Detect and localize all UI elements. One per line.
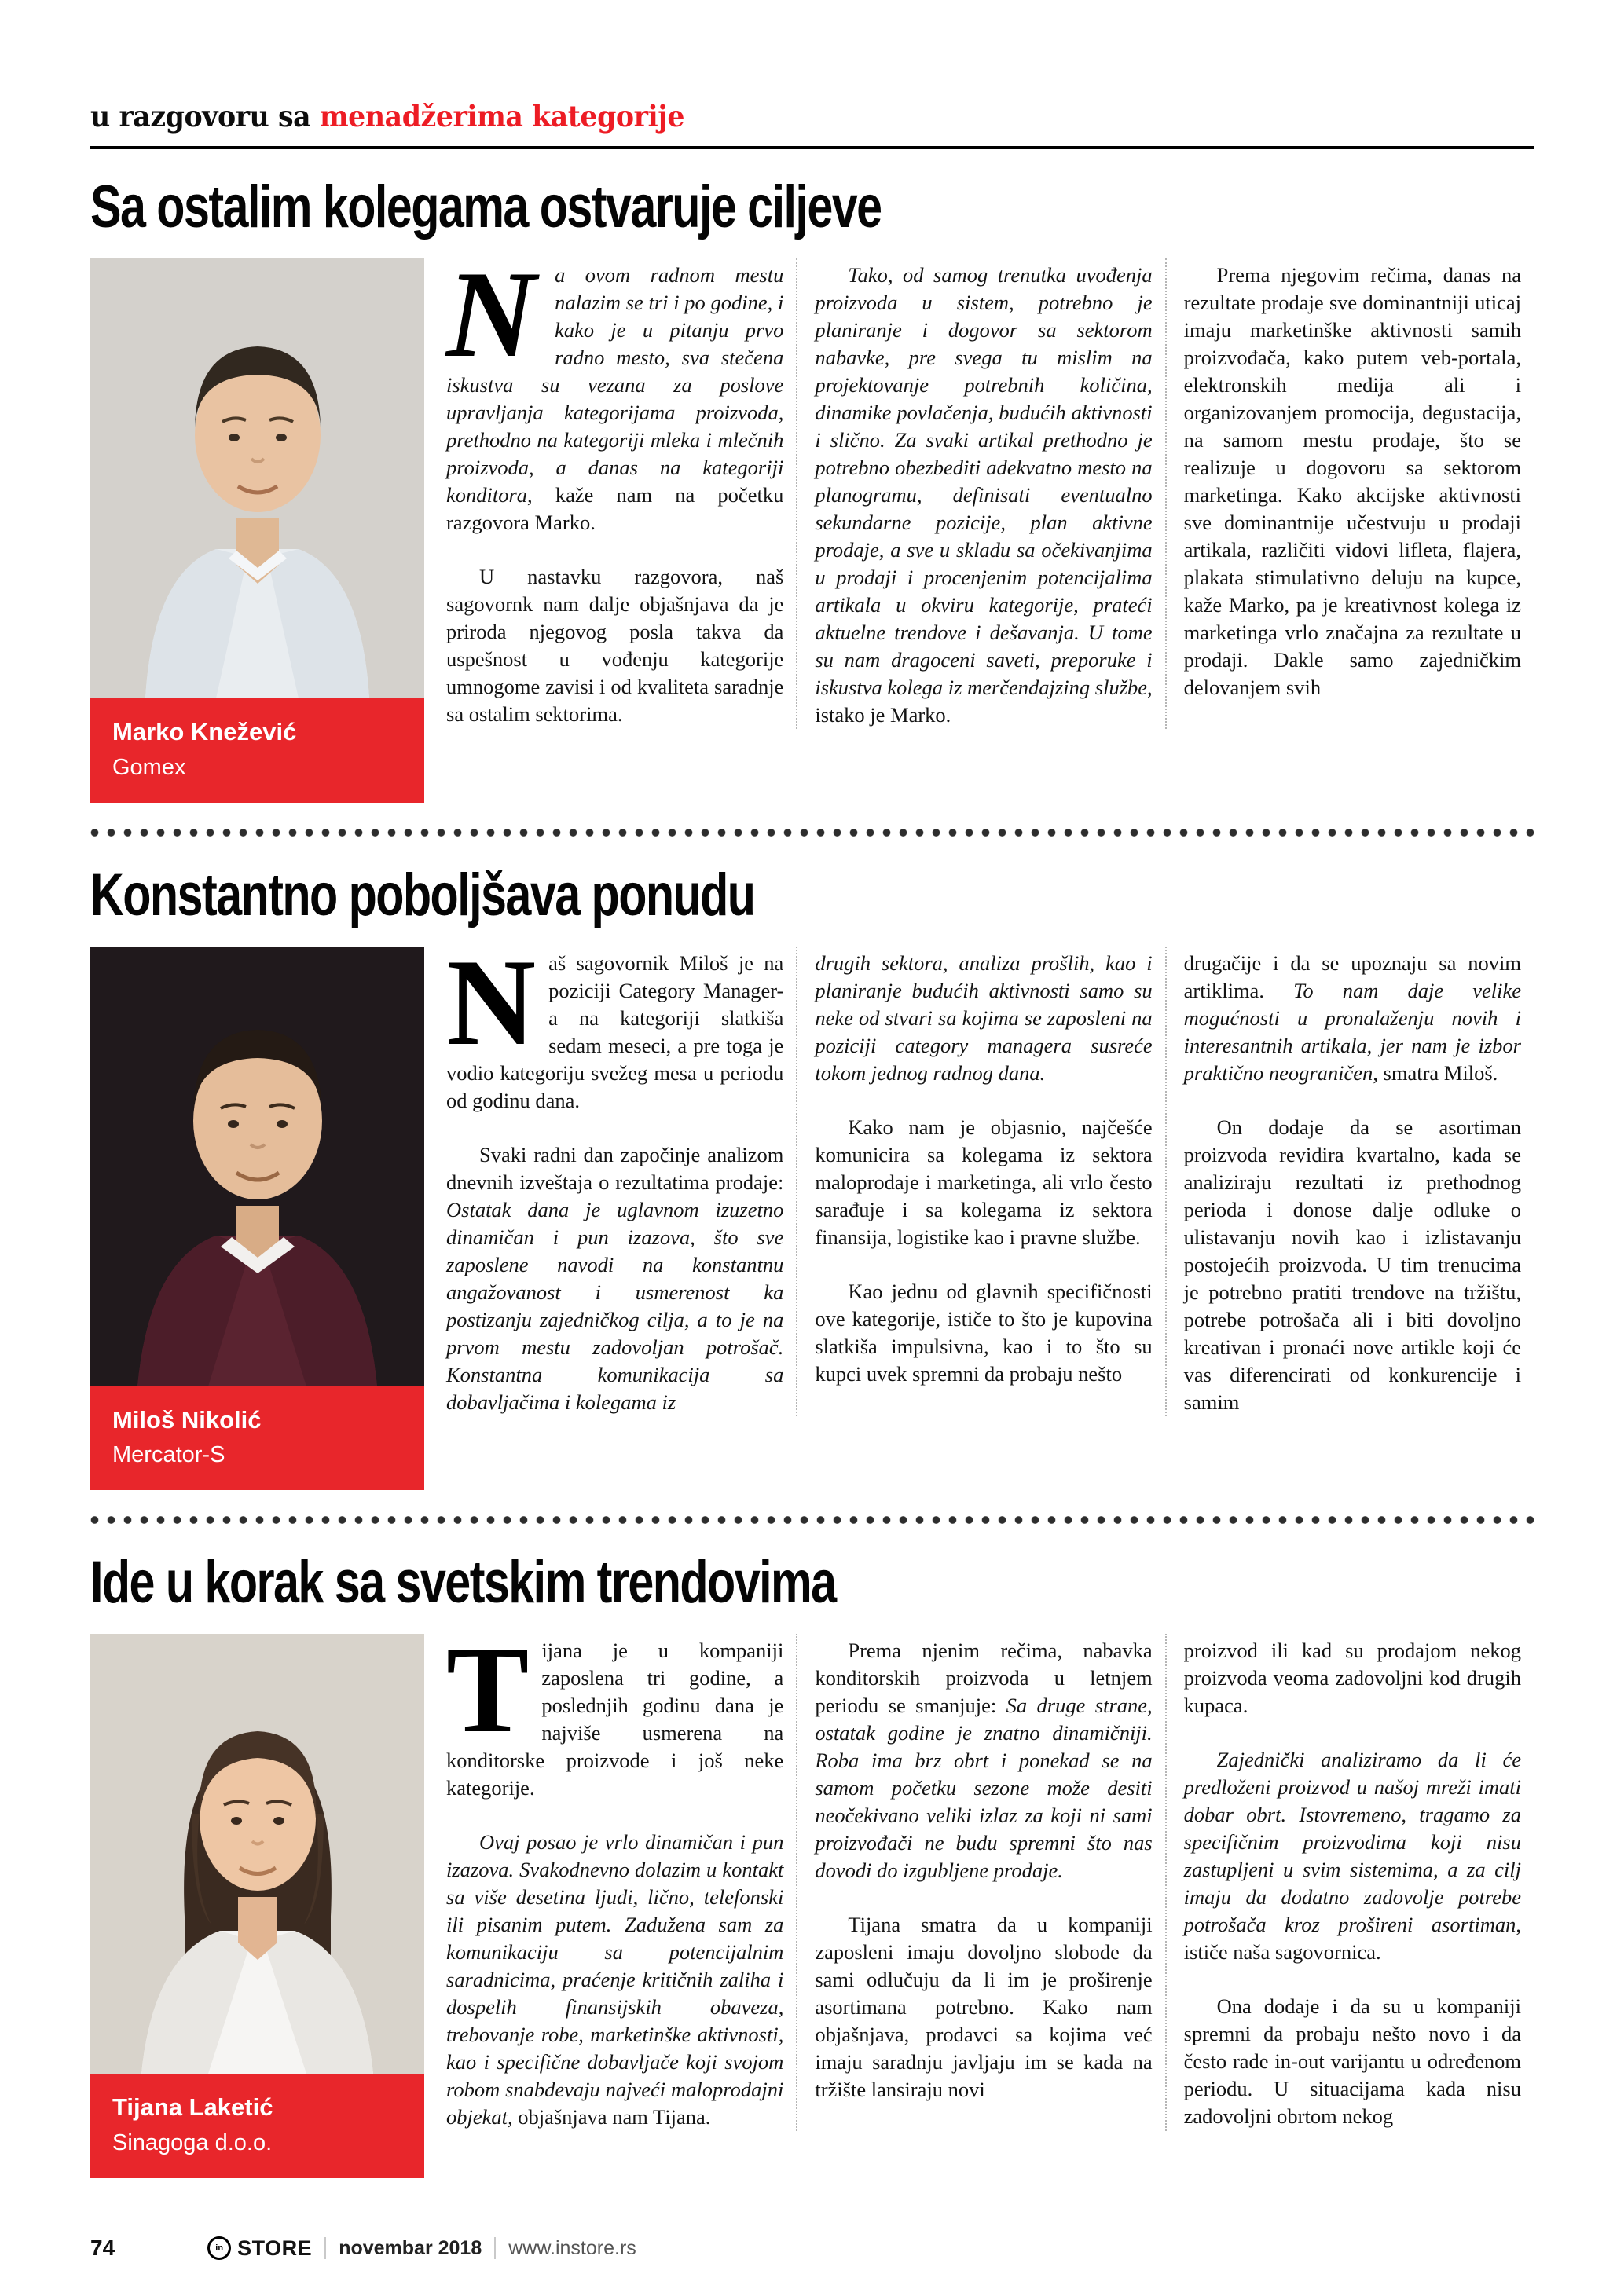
paragraph: Kao jednu od glavnih specifičnosti ove kategorije, ističe to što je kupovina slatkiša impulsivna, kao i to što su kupci uvek spremni da probaju nešto: [815, 1279, 1153, 1386]
website-link[interactable]: www.instore.rs: [508, 2236, 636, 2259]
text-column-2: [796, 1634, 1164, 2131]
paragraph: Prema njenim rečima, nabavka konditorskih proizvoda u letnjem periodu se smanjuje: Sa druge strane, ostatak godine je znatno dinamičniji. Roba ima brz obrt i ponekad se na samom početku sezone može desiti neočekivano veliki izlaz za koji ni sami proizvođači ne budu spremni što nas dovodi do izgubljene prodaje.: [815, 1639, 1153, 1883]
person-company: Sinagoga d.o.o.: [112, 2129, 273, 2155]
drop-cap: N: [446, 246, 537, 384]
paragraph: drugačije i da se upoznaju sa novim artiklima. To nam daje velike mogućnosti u pronalaženju novih i interesantnih artikala, jer nam je izbor praktično neograničen, smatra Miloš.: [1183, 950, 1521, 1085]
paragraph: Svaki radni dan započinje analizom dnevnih izveštaja o rezultatima prodaje: Ostatak dana je uglavnom izuzetno dinamičan i pun izazova, što sve zaposlene navodi na konstantnu angažovanost i usmerenost ka postizanju zajedničkog cilja, a to je na prvom mestu zadovoljan potrošač. Konstantna komunikacija sa dobavljačima i kolegama iz: [446, 1142, 784, 1414]
person-name: Miloš Nikolić: [112, 1405, 262, 1434]
footer-divider: [494, 2237, 496, 2259]
paragraph: Prema njegovim rečima, danas na rezultate prodaje sve dominantniji uticaj imaju marketinške aktivnosti samih proizvođača, kako putem veb-portala, elektronskih medija ali i organizovanjem promocija, degustacija, na samom mestu prodaje, što se realizuje u dogovoru sa sektorom marketinga. Kako akcijske aktivnosti sve dominantnije učestvuju u prodaji artikala, različiti vidovi lifleta, flajera, plakata stimulativno deluju na kupce, kaže Marko, pa je kreativnost kolega iz marketinga vrlo značajna za rezultate u prodaji. Dakle samo zajedničkim delovanjem svih: [1183, 263, 1521, 700]
person-company: Mercator-S: [112, 1442, 225, 1468]
page-footer: [90, 2236, 1534, 2261]
article-title: Sa ostalim kolegama ostvaruje ciljeve: [90, 174, 882, 240]
paragraph: Ona dodaje i da su u kompaniji spremni da probaju nešto novo i da često rade in-out varijantu u određenom periodu. U situacijama kada nisu zadovoljni obrtom nekog: [1183, 1994, 1521, 2129]
photo-card: [90, 947, 424, 1491]
footer-divider: [324, 2237, 326, 2259]
paragraph: Tako, od samog trenutka uvođenja proizvoda u sistem, potrebno je planiranje i dogovor sa sektorom nabavke, pre svega tu mislim na projektovanje potrebnih količina, dinamike povlačenja, budućih aktivnosti i slično. Za svaki artikal prethodno je potrebno obezbediti adekvatno mesto na planogramu, definisati eventualno sekundarne pozicije, plan aktivne prodaje, a sve u skladu sa očekivanjima u prodaji i procenjenim potencijalima artikala u okviru kategorije, prateći aktuelne trendove i dešavanja. U tome su nam dragoceni saveti, preporuke i iskustva kolega iz merčendajzing službe, istako je Marko.: [815, 263, 1153, 727]
issue-date: novembar 2018: [339, 2236, 482, 2259]
photo-caption: [90, 2074, 424, 2178]
text-column-1: [446, 933, 796, 1416]
drop-cap: T: [446, 1621, 530, 1760]
text-column-1: [446, 246, 796, 729]
drop-cap: N: [446, 933, 537, 1071]
text-column-3: [1165, 947, 1534, 1416]
instore-logo-icon: in: [207, 2236, 231, 2260]
article-milos: [90, 861, 1534, 1525]
paragraph: Kako nam je objasnio, najčešće komunicira sa kolegama iz sektora maloprodaje i marketinga, ali vrlo često sarađuje i sa kolegama iz sektora finansija, logistike kao i pravne službe.: [815, 1115, 1153, 1249]
article-title: Ide u korak sa svetskim trendovima: [90, 1549, 836, 1617]
portrait-photo-tijana: [90, 1634, 424, 2074]
paragraph: Zajednički analiziramo da li će predloženi proizvod u našoj mreži imati dobar obrt. Istovremeno, tragamo za specifičnim proizvodima koji nisu zastupljeni u svim sistemima, a za cilj imaju da dodatno zadovolje potrebe potrošača kroz prošireni asortiman, ističe naša sagovornica.: [1183, 1748, 1521, 1965]
paragraph: proizvod ili kad su prodajom nekog proizvoda veoma zadovoljni kod drugih kupaca.: [1183, 1639, 1521, 1718]
paragraph: Na ovom radnom mestu nalazim se tri i po godine, i kako je u pitanju prvo radno mesto, sva stečena iskustva su vezana za poslove upravljanja kategorijama proizvoda, prethodno na kategoriji mleka i mlečnih proizvoda, a danas na kategoriji konditora, kaže nam na početku razgovora Marko.: [446, 246, 784, 535]
page-number: 74: [90, 2236, 115, 2260]
paragraph: Ovaj posao je vrlo dinamičan i pun izazova. Svakodnevno dolazim u kontakt sa više desetina ljudi, lično, telefonski ili pisanim putem. Zadužena sam za komunikaciju sa potencijalnim saradnicima, praćenje kritičnih zaliha i dospelih finansijskih obaveza, trebovanje robe, marketinške aktivnosti, kao i specifične dobavljače koji svojom robom snabdevaju najveći maloprodajni objekat, objašnjava nam Tijana.: [446, 1830, 784, 2129]
article-marko: [90, 176, 1534, 837]
photo-caption: [90, 698, 424, 803]
kicker-red-text: menadžerima kategorije: [319, 99, 685, 134]
dotted-separator: [90, 828, 1534, 837]
paragraph: On dodaje da se asortiman proizvoda revidira kvartalno, kada se analiziraju rezultati iz prethodnog perioda i donose dalje odluke o ulistavanju novih kao i izlistavanju postojećih proizvoda. U tim trenucima je potrebno pratiti trendove na tržištu, potrebe potrošača ali i biti dovoljno kreativan i pronaći nove artikle koji će vas diferencirati od konkurencije i samim: [1183, 1115, 1521, 1414]
paragraph: Naš sagovornik Miloš je na poziciji Category Manager-a na kategoriji slatkiša sedam meseci, a pre toga je vodio kategoriju svežeg mesa u periodu od godinu dana.: [446, 933, 784, 1112]
article-title: Konstantno poboljšava ponudu: [90, 861, 755, 928]
photo-caption: [90, 1386, 424, 1491]
paragraph: Tijana je u kompaniji zaposlena tri godine, a poslednjih godinu dana je najviše usmerena na konditorske proizvode i još neke kategorije.: [446, 1621, 784, 1800]
paragraph: Tijana smatra da u kompaniji zaposleni imaju dovoljno slobode da sami odlučuju da li im je proširenje asortimana potrebno. Kako nam objašnjava, prodavci sa kojima već imaju saradnju javljaju im se kada na tržište lansiraju novi: [815, 1913, 1153, 2102]
article-tijana: [90, 1551, 1534, 2178]
dotted-separator: [90, 1515, 1534, 1525]
person-name: Marko Knežević: [112, 718, 297, 746]
text-column-2: [796, 947, 1164, 1416]
paragraph: U nastavku razgovora, naš sagovornk nam dalje objašnjava da je priroda njegovog posla takva da uspešnost u vođenju kategorije umnogome zavisi i od kvaliteta saradnje sa ostalim sektorima.: [446, 565, 784, 727]
section-kicker: [90, 0, 1534, 134]
photo-card: [90, 1634, 424, 2178]
text-column-3: [1165, 258, 1534, 729]
paragraph: drugih sektora, analiza prošlih, kao i planiranje budućih aktivnosti samo su neke od stvari sa kojima se zaposleni na poziciji category managera susreće tokom jednog radnog dana.: [815, 950, 1153, 1085]
portrait-photo-marko: [90, 258, 424, 698]
brand-name: STORE: [237, 2236, 313, 2260]
text-column-2: [796, 258, 1164, 729]
photo-card: [90, 258, 424, 803]
person-name: Tijana Laketić: [112, 2093, 273, 2122]
text-column-3: [1165, 1634, 1534, 2131]
person-company: Gomex: [112, 754, 186, 780]
kicker-black-text: u razgovoru sa: [90, 99, 320, 134]
text-column-1: [446, 1621, 796, 2131]
portrait-photo-milos: [90, 947, 424, 1386]
header-rule: [90, 146, 1534, 149]
